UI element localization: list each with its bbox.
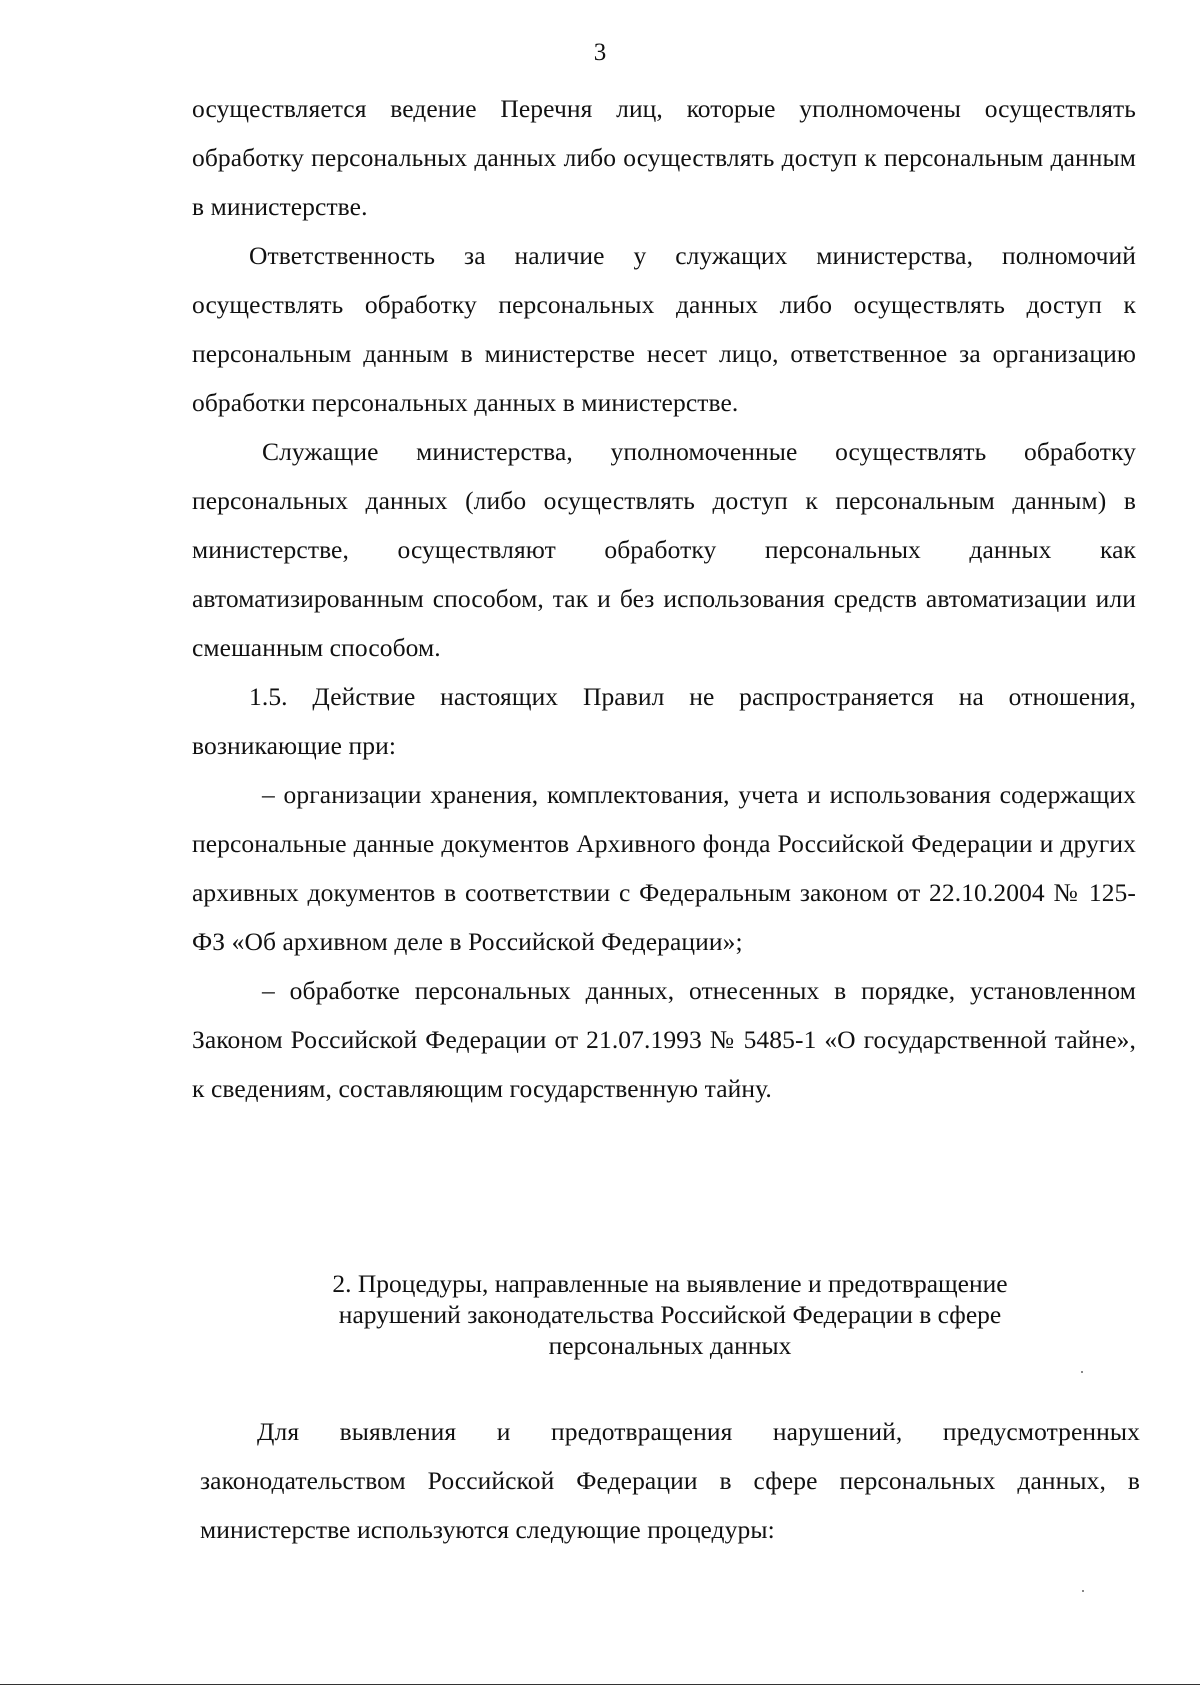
section-heading-line-3: персональных данных bbox=[548, 1331, 792, 1360]
section-heading bbox=[240, 1268, 1100, 1361]
scan-speck bbox=[1081, 1371, 1083, 1373]
paragraph-responsibility: Ответственность за наличие у служащих министерства, полномочий осуществлять обработку персональных данных либо осуществлять доступ к персональным данным в министерстве несет лицо, ответственное за организацию обработки персональных данных в министерстве. bbox=[192, 241, 1136, 417]
list-item-state-secret: – обработке персональных данных, отнесенных в порядке, установленном Законом Российской Федерации от 21.07.1993 № 5485-1 «О государственной тайне», к сведениям, составляющим государственную тайну. bbox=[192, 976, 1136, 1103]
body-text-block-top bbox=[192, 84, 1136, 1113]
paragraph-employees: Служащие министерства, уполномоченные осуществлять обработку персональных данных (либо осуществлять доступ к персональным данным) в министерстве, осуществляют обработку персональных данных как автоматизированным способом, так и без использования средств автоматизации или смешанным способом. bbox=[192, 437, 1136, 662]
paragraph-1-5: 1.5. Действие настоящих Правил не распространяется на отношения, возникающие при: bbox=[192, 682, 1136, 760]
paragraph-continuation: осуществляется ведение Перечня лиц, которые уполномочены осуществлять обработку персональных данных либо осуществлять доступ к персональным данным в министерстве. bbox=[192, 94, 1136, 221]
list-item-archive: – организации хранения, комплектования, учета и использования содержащих персональные данные документов Архивного фонда Российской Федерации и других архивных документов в соответствии с Федеральным законом от 22.10.2004 № 125-ФЗ «Об архивном деле в Российской Федерации»; bbox=[192, 780, 1136, 956]
paragraph-procedures-intro: Для выявления и предотвращения нарушений, предусмотренных законодательством Российской Федерации в сфере персональных данных, в министерстве используются следующие процедуры: bbox=[200, 1417, 1140, 1544]
page-number: 3 bbox=[593, 39, 607, 66]
body-text-block-bottom bbox=[200, 1407, 1140, 1554]
section-heading-line-2: нарушений законодательства Российской Федерации в сфере bbox=[338, 1300, 1002, 1329]
scan-speck bbox=[1082, 1590, 1084, 1592]
section-heading-line-1: 2. Процедуры, направленные на выявление и предотвращение bbox=[332, 1269, 1008, 1298]
bottom-edge-line bbox=[0, 1684, 1200, 1685]
